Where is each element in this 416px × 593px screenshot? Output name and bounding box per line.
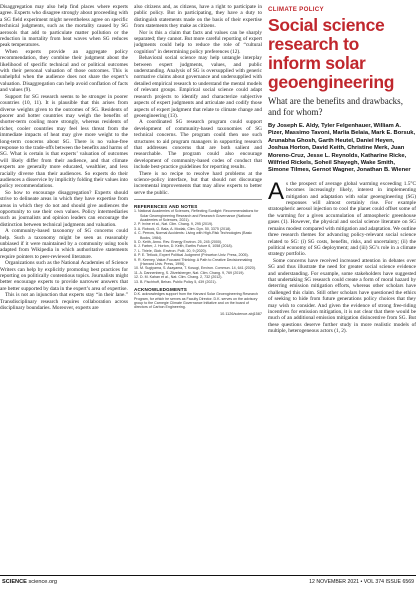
reference-item: 4. C. Perrow, Normal Accidents: Living with High-Risk Technologies (Basic Books, 1984).	[134, 231, 252, 240]
article-deck: What are the benefits and drawbacks, and for whom?	[268, 96, 403, 117]
body-paragraph: When experts provide an aggregate policy recommendation, they combine their judgment about the likelihood of specific technical and or political outcomes with their personal valuation of those outcomes. This is unhelpful when the audience does not share the expert’s valuation. Disaggregation can help avoid conflation of facts and values (9).	[0, 48, 128, 94]
body-paragraph: A coordinated SG research program could support development of community-based taxonomies of SG technical concerns. The program could then use such structures to aid program managers in supporting research that addresses concerns that are both salient and researchable. The program could also encourage development of community-based codes of conduct that include best-practice guidelines for reporting results.	[134, 119, 262, 171]
reference-item: 10. M. Sugiyama, S. Asayama, T. Kosugi, Environ. Commun. 14, 641 (2020).	[134, 266, 256, 271]
reference-item: 1. National Academies of Sciences, Reflecting Sunlight: Recommendations for Solar Geoengineering Research and Research Governance (National Academies of Sciences, 2021).	[134, 209, 259, 222]
body-paragraph: Support for SG research seems to be stronger in poorer countries (10, 11). It is plausible that this arises from diverse weights given to the outcomes of SG. Residents of poorer and hotter countries may weigh the benefits of shorter-term cooling more strongly, whereas residents of richer, cooler countries may feel less threat from the immediate impacts of heat may give more weight to the long-term concerns about SG. There is no value-free response to the trade-offs between the benefits and harms of SG. What is certain is that experts’ valuation of outcomes will likely differ from their audience, and that climate experts are generally more educated, wealthier, and less racially diverse than their audiences. So experts do their audiences a disservice by implicitly folding their values into policy recommendations.	[0, 93, 128, 190]
journal-title: SCIENCE	[2, 579, 27, 585]
reference-item: 3. A. Robock, G. Bala, A. Modak, Clim. Dyn. 50, 3375 (2018).	[134, 226, 232, 231]
reference-item: 2. P. Irvine et al., Nat. Clim. Chang. 9, 295 (2019).	[134, 222, 214, 227]
body-paragraph: Disaggregation may also help find places where experts agree. Experts who disagree strongly about proceeding with a SG field experiment might nevertheless agree on specific technical judgments, such as the mortality caused by SG aerosols that add to particulate matter pollution or the reduction in mortality from heat waves when SG reduces peak temperatures.	[0, 4, 128, 49]
section-divider	[134, 199, 262, 200]
body-paragraph: Some concerns have received increased attention in debates over SG and thus illustrate the need for greater social science evidence and understanding. For example, some stakeholders have suggested that undertaking SG research could create a form of moral hazard by deterring emission mitigation efforts, whereas other scholars have challenged this claim. Still other scholars have questioned the ethics of seeking to hide from future generations policy choices that they may wish to consider. And given the evidence of strong free-riding incentives for emission mitigation, it is not clear that there would be much of an additional emission mitigation disincentive from SG. But these questions deserve further study in more realistic models of multiple, heterogeneous actors (1, 2).	[268, 257, 416, 335]
references-list	[134, 209, 262, 284]
column-left	[0, 4, 128, 569]
article-lead	[268, 177, 416, 258]
lead-text: s the prospect of average global warming exceeding 1.5°C becomes increasingly likely, interest in implementing mitigation and adaptation with solar geoengineering (SG) responses will almost certainly rise. For example stratospheric aerosol injection to cool the planet could offset some of the warming for a given accumulation of atmospheric greenhouse gases (1). However, the physical and social science literature on SG remains modest compared with mitigation and adaptation. We outline three research themes for advancing policy-relevant social science related to SG: (i) SG costs, benefits, risks, and uncertainty; (ii) the political economy of SG deployment; and (iii) SG’s role in a climate strategy portfolio.	[268, 180, 416, 258]
reference-item: 13. B. Fischhoff, Behav. Public Policy 5, 439 (2021).	[134, 279, 217, 284]
journal-name	[2, 579, 57, 585]
reference-item: 12. D. M. Kahan et al., Nat. Clim. Chang. 2, 732 (2012).	[134, 275, 223, 280]
body-paragraph: Organizations such as the National Academies of Science Writers can help by explicitly promoting best practices for reporting on politically contentious topics. Journalists might better encourage experts to provide narrower answers that are better supported by data in the expert’s area of expertise.	[0, 260, 128, 292]
body-paragraph: There is no recipe to resolve hard problems at the science-policy interface, but that should not discourage incremental improvements that may allow experts to better serve the public.	[134, 170, 262, 196]
body-paragraph: Behavioral social science may help untangle interplay between expert judgments, values, and public understanding. Analysis of SG is oversupplied with generic normative claims about governance and undersupplied with detailed empirical research to understand the mental models of relevant groups. Empirical social science could adapt research projects to identify and characterize subjective aspects of expert judgments and articulate and codify those aspects of expert judgment that relate to climate change and geoengineering (13).	[134, 55, 262, 119]
article-headline: Social science research to inform solar geoengineering	[268, 15, 395, 92]
section-tag: CLIMATE POLICY	[268, 6, 324, 13]
reference-item: 5. D. Keith, Annu. Rev. Energy Environ. 25, 245 (2000).	[134, 240, 223, 245]
article-authors: By Joseph E. Aldy, Tyler Felgenhauer, William A. Pizer, Massimo Tavoni, Marlia Belaia, Mark E. Borsuk, Arunabha Ghosh, Garth Heutel, Daniel Heyen, Joshua Horton, David Keith, Christine Merk, Juan Moreno-Cruz, Jesse L. Reynolds, Katharine Ricke, Wilfried Rickels, Soheil Shayegh, Wake Smith, Simone Tilmes, Gernot Wagner, Jonathan B. Wiener	[268, 123, 416, 174]
body-paragraph: A community-based taxonomy of SG concerns could help. Such a taxonomy might be seen as reasonably unbiased if it were maintained by a community using tools adapted from Wikipedia in which authoritative statements require pointers to peer-reviewed literature.	[0, 228, 128, 260]
body-paragraph: This is not an injunction that experts stay “in their lane.” Transdisciplinary research requires collaboration across disciplinary boundaries. Moreover, experts are	[0, 292, 128, 312]
column-middle	[134, 4, 262, 569]
acknowledgments-heading: ACKNOWLEDGMENTS	[134, 287, 188, 293]
references-heading: REFERENCES AND NOTES	[134, 204, 198, 210]
reference-item: 7. L. Thiele, Glob. Environ. Polit. 20, 9 (2020).	[134, 248, 207, 253]
doi-link[interactable]: 10.1126/science.abj1587	[220, 311, 262, 316]
reference-item: 6. J. Farber, J. Horton, D. Keith, Earths Future 6, 1058 (2018).	[134, 244, 233, 249]
reference-item: 8. P. E. Tetlock, Expert Political Judgment (Princeton Univ. Press, 2005).	[134, 253, 249, 258]
acknowledgments-text: D.K. acknowledges support from the Harvard Solar Geoengineering Research Program, for which he serves as Faculty Director. D.K. serves on the advisory group to the Carnegie Climate Governance Initiative and on the board of directors of Carbon Engineering.	[134, 292, 259, 310]
body-paragraph: also citizens and, as citizens, have a right to participate in public policy. But in participating, they have a duty to distinguish statements made on the basis of their expertise from statements they make as citizens.	[134, 4, 262, 30]
drop-cap: A	[268, 177, 285, 205]
body-paragraph: Nor is this a claim that facts and values can be sharply separated; they cannot. But more careful reporting of expert judgments could help to reduce the role of “cultural cognition” in determining policy preferences (12).	[134, 29, 262, 55]
journal-site[interactable]: science.org	[28, 579, 58, 585]
page-footer	[0, 575, 416, 590]
reference-item: 9. R. Keeney, Value-Focused Thinking: A Path to Creative Decisionmaking (Harvard Univ. Press, 1996).	[134, 257, 253, 267]
issue-info: 12 NOVEMBER 2021 • VOL 374 ISSUE 6569	[309, 579, 414, 585]
column-right	[268, 4, 416, 569]
reference-item: 11. A. Dannenberg, S. Zitzelsberger, Nat. Clim. Chang. 9, 769 (2019).	[134, 270, 245, 275]
body-paragraph: So how to encourage disaggregation? Experts should strive to delineate areas in which they have expertise from areas in which they do not and should give audiences the opportunity to use their own values. Policy intermediaries such as journalists and opinion leaders can encourage the distinction between technical judgments and valuation.	[0, 189, 128, 228]
